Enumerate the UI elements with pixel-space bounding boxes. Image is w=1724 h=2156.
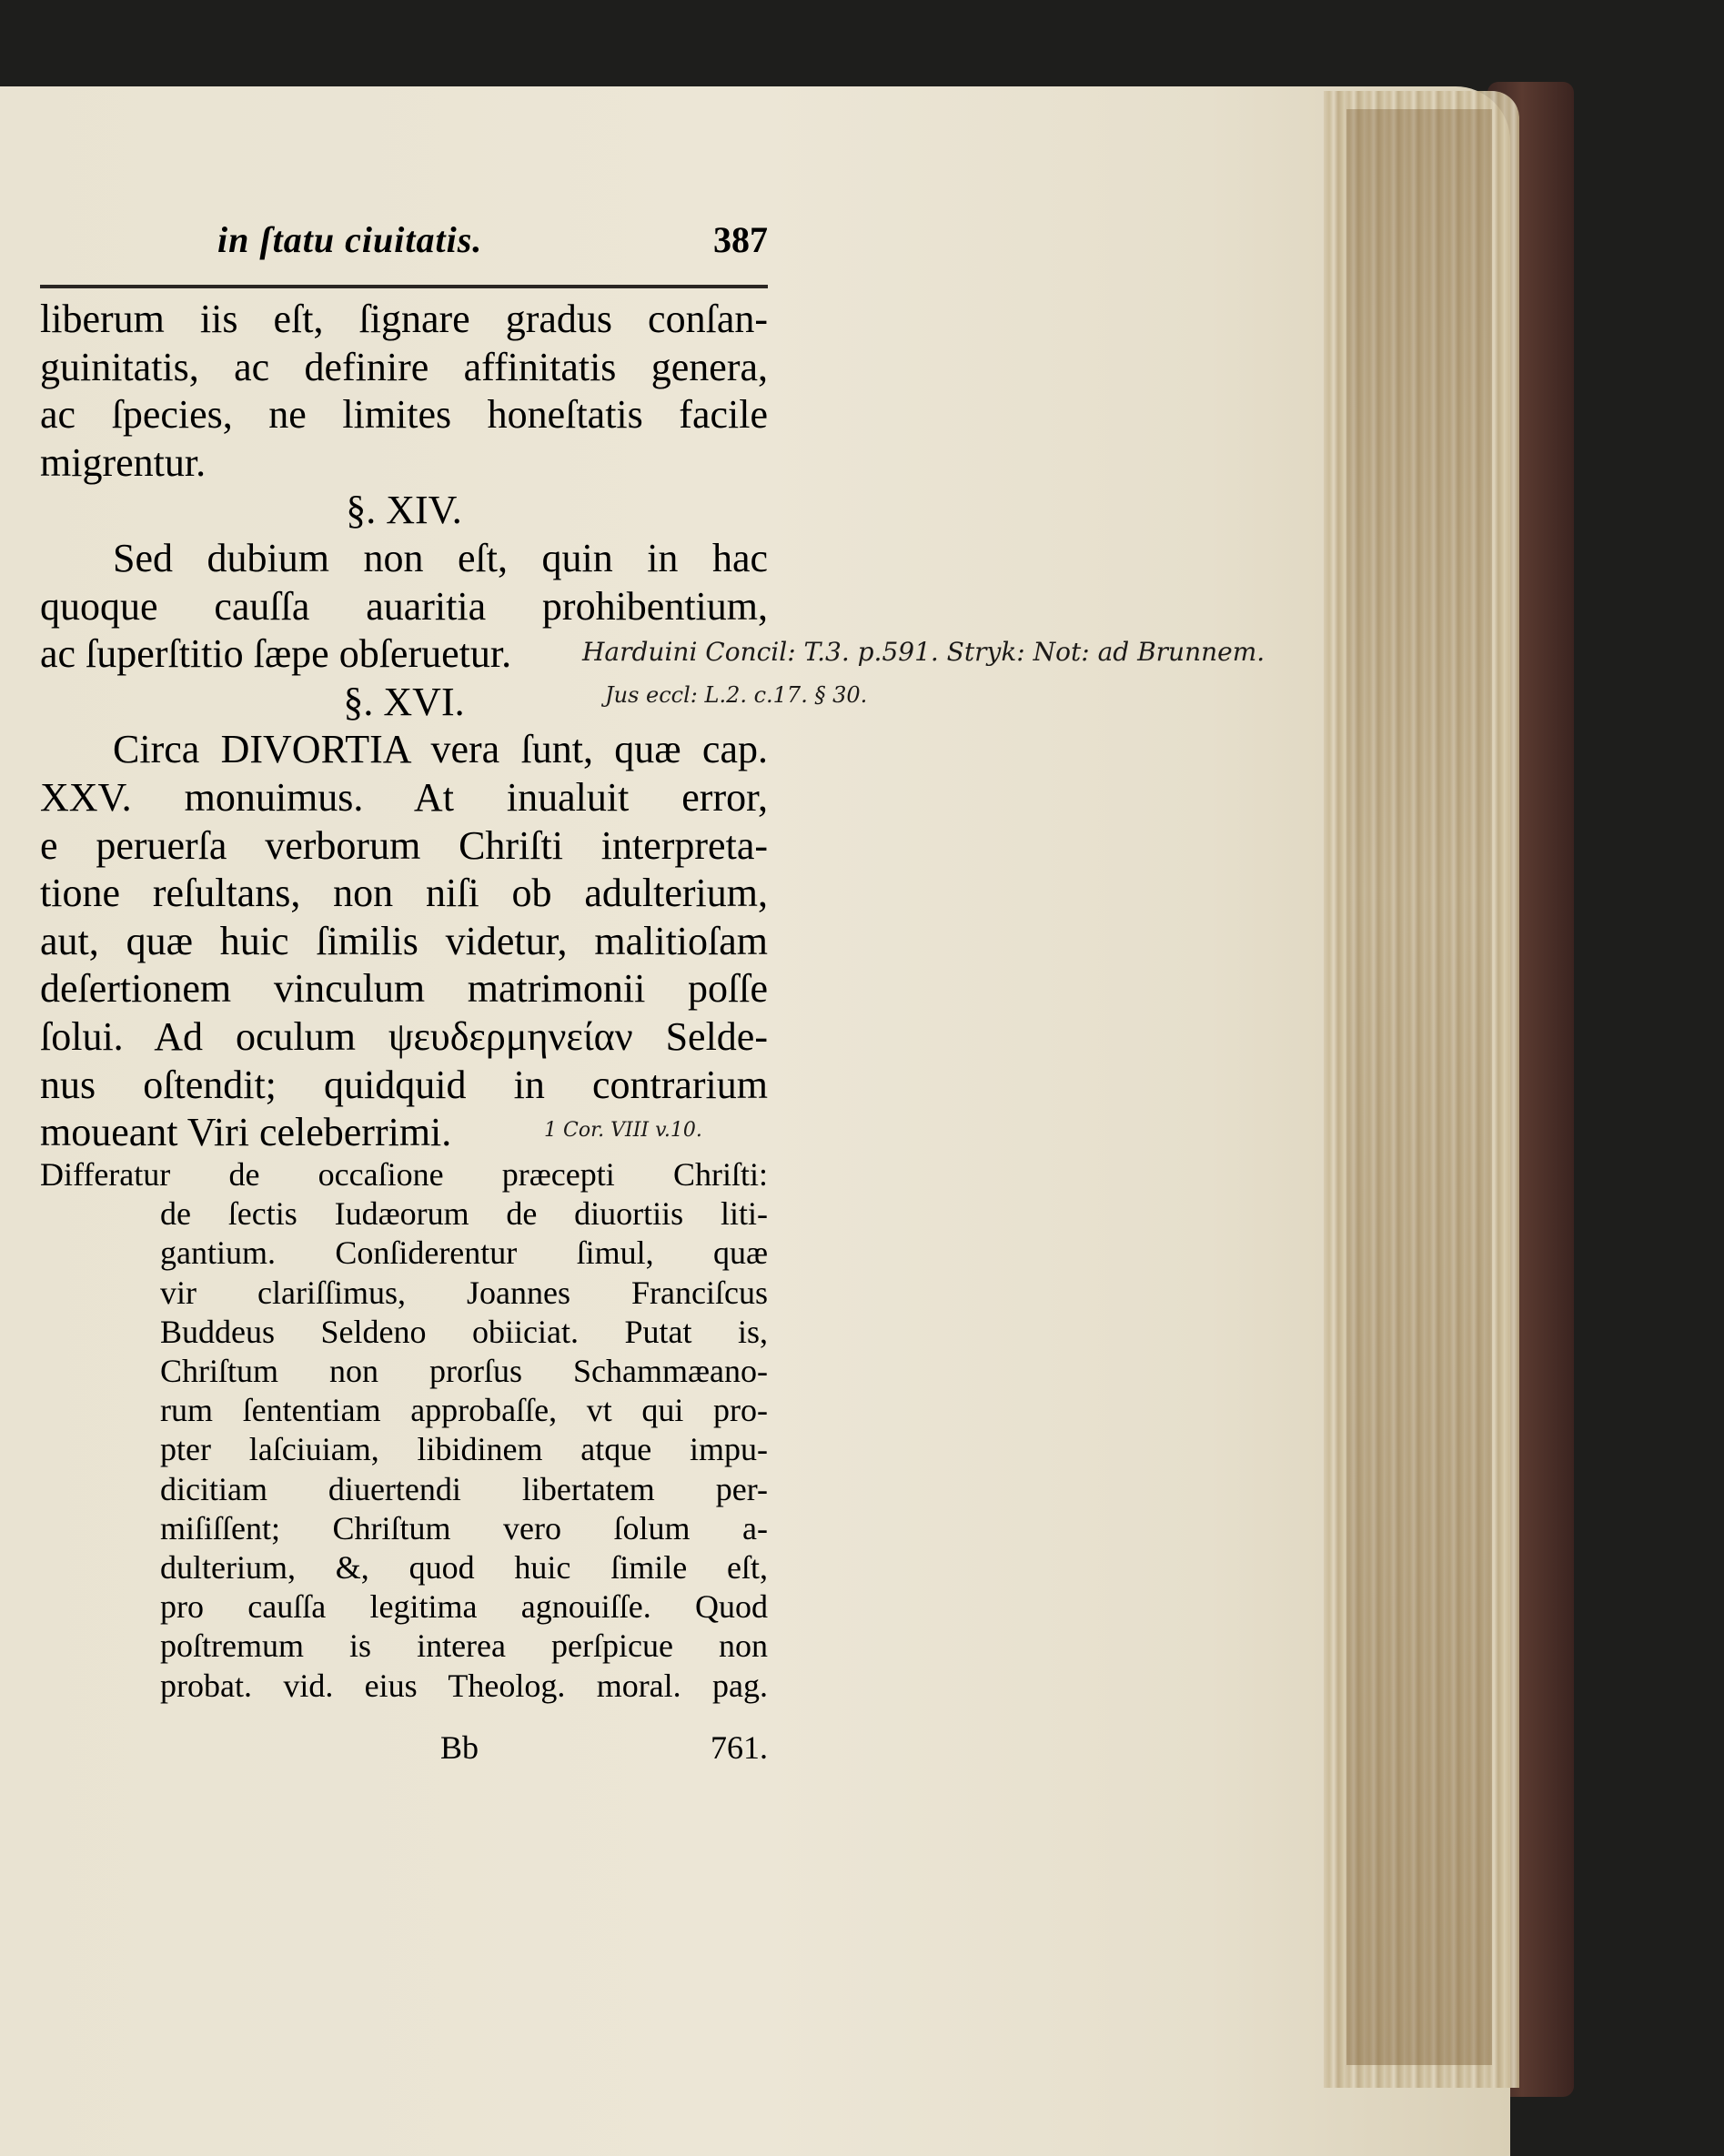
note-line: Chriſtum non prorſus Schammæano-: [160, 1353, 768, 1390]
marginal-note: Jus eccl: L.2. c.17. § 30.: [605, 682, 868, 708]
text-line: XXV. monuimus. At inualuit error,: [40, 774, 768, 820]
page-header: [40, 218, 768, 273]
section-heading-14: §. XIV.: [346, 488, 462, 533]
catchword: 761.: [711, 1729, 768, 1766]
page-footer: [40, 1728, 768, 1774]
note-line: de ſectis Iudæorum de diuortiis liti-: [160, 1195, 768, 1233]
note-line: poſtremum is interea perſpicue non: [160, 1627, 768, 1665]
note-line: Buddeus Seldeno obiiciat. Putat is,: [160, 1313, 768, 1350]
note-line: dulterium, &, quod huic ſimile eſt,: [160, 1549, 768, 1587]
running-head: in ſtatu ciuitatis.: [217, 219, 483, 260]
text-line: nus oſtendit; quidquid in contrarium: [40, 1062, 768, 1107]
text-line: moueant Viri celeberrimi.: [40, 1110, 452, 1155]
section-heading-16: §. XVI.: [343, 679, 465, 724]
text-line: liberum iis eſt, ſignare gradus conſan-: [40, 297, 768, 341]
marginal-note: Harduini Concil: T.3. p.591. Stryk: Not: ad Brunnem.: [582, 637, 1265, 667]
signature-mark: Bb: [440, 1729, 479, 1766]
edge-stain: [1346, 109, 1492, 2065]
note-line: gantium. Conſiderentur ſimul, quæ: [160, 1234, 768, 1272]
text-line: ac ſuperſtitio ſæpe obſeruetur.: [40, 631, 512, 677]
text-line: Circa DIVORTIA vera ſunt, quæ cap.: [113, 727, 768, 772]
header-rule: [40, 285, 768, 288]
note-line: dicitiam diuertendi libertatem per-: [160, 1470, 768, 1507]
text-line: e peruerſa verborum Chriſti interpreta-: [40, 822, 768, 868]
note-line: pter laſciuiam, libidinem atque impu-: [160, 1431, 768, 1468]
page-number: 387: [713, 219, 768, 260]
main-text: [40, 296, 768, 1157]
note-line: Differatur de occaſione præcepti Chriſti:: [40, 1156, 768, 1193]
text-line: deſertionem vinculum matrimonii poſſe: [40, 966, 768, 1012]
note-line: pro cauſſa legitima agnouiſſe. Quod: [160, 1588, 768, 1626]
text-line: guinitatis, ac definire affinitatis genera,: [40, 344, 768, 389]
text-line: tione reſultans, non niſi ob adulterium,: [40, 871, 768, 916]
text-line: ſolui. Ad oculum ψευδερμηνείαν Selde-: [40, 1013, 768, 1059]
text-line: ac ſpecies, ne limites honeſtatis facile: [40, 392, 768, 438]
marginal-note: 1 Cor. VIII v.10.: [544, 1119, 702, 1142]
note-line: rum ſententiam approbaſſe, vt qui pro-: [160, 1392, 768, 1429]
note-line: miſiſſent; Chriſtum vero ſolum a-: [160, 1509, 768, 1546]
text-line: migrentur.: [40, 439, 207, 485]
text-line: quoque cauſſa auaritia prohibentium,: [40, 583, 768, 629]
footnote: [40, 1155, 768, 1706]
text-line: aut, quæ huic ſimilis videtur, malitioſam: [40, 918, 768, 963]
note-line: vir clariſſimus, Joannes Franciſcus: [160, 1274, 768, 1311]
note-line: probat. vid. eius Theolog. moral. pag.: [160, 1667, 768, 1704]
text-line: Sed dubium non eſt, quin in hac: [113, 535, 768, 580]
